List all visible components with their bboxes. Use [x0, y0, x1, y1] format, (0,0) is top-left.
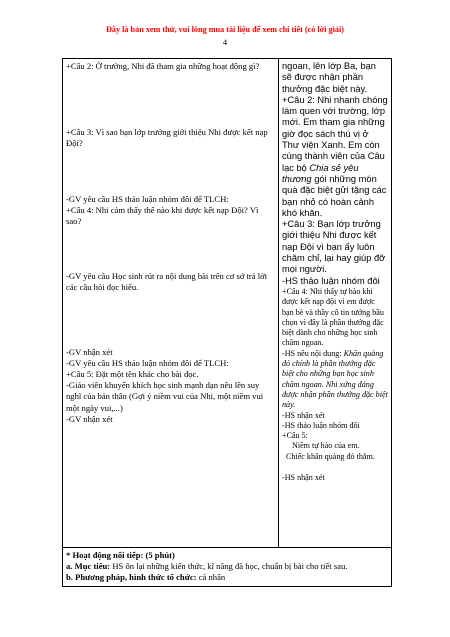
answer-3: +Câu 3: Bạn lớp trưởng giới thiệu Nhi được kết nạp Đội vì bạn ấy luôn chăm chỉ, lại hay giúp đỡ mọi người.	[282, 219, 386, 275]
answer-4: +Câu 4: Nhi thấy tự hào khi được kết nạp đội vì em được bạn bè và thầy cô tin tưởng bầu chọn vì đây là phần thưởng đặc biệt dành cho những học sinh chăm ngoan.	[282, 286, 384, 348]
student-pair-discussion-2: -HS thảo luận nhóm đôi	[282, 420, 360, 430]
follow-up-row	[63, 548, 392, 587]
answer-2: +Câu 2: Nhi nhanh chóng làm quen với trường, lớp mới. Em tham gia những giờ đọc sách thú vị ở Thư viện Xanh. Em còn cùng thành viên của Câu lạc bộ Chia sẻ yêu thương gói những món quà đặc biệt gửi tặng các bạn nhỏ có hoàn cảnh khó khăn.	[282, 94, 388, 218]
student-feedback: -HS nhận xét	[282, 410, 325, 420]
answer-1-continued: ngoan, lên lớp Ba, bạn sẽ được nhận phần thưởng đặc biệt này.	[282, 61, 376, 94]
question-3: +Câu 3: Vì sao bạn lớp trưởng giới thiệu Nhi được kết nạp Đội?	[66, 127, 268, 149]
activity-row	[63, 59, 392, 548]
follow-up-goal: a. Mục tiêu: HS ôn lại những kiến thức, kĩ năng đã học, chuẩn bị bài cho tiết sau.	[66, 561, 348, 572]
student-pair-discussion: -HS thảo luận nhóm đôi	[282, 275, 380, 286]
club-name: Chia sẻ yêu thương	[282, 162, 359, 184]
answer-5-option-2: Chiếc khăn quàng đỏ thắm.	[286, 451, 375, 461]
teacher-feedback-2: -GV nhận xét	[66, 413, 113, 424]
teacher-column	[63, 59, 279, 548]
teacher-instruction-pair-discussion: -GV yêu cầu HS thảo luận nhóm đôi để TLCH:	[66, 193, 229, 204]
answer-5-option-1: Niềm tự hào của em.	[292, 441, 360, 451]
answer-5-label: +Câu 5:	[282, 431, 308, 441]
teacher-feedback: -GV nhận xét	[66, 346, 113, 357]
teacher-instruction-summary: -GV yêu cầu Học sinh rút ra nội dung bài trên cơ sở trả lời các câu hỏi đọc hiểu.	[66, 271, 268, 293]
student-feedback-2: -HS nhận xét	[282, 472, 325, 482]
question-4: +Câu 4: Nhi cảm thấy thế nào khi được kết nạp Đội? Vì sao?	[66, 204, 259, 227]
follow-up-activity	[63, 548, 392, 587]
student-column	[279, 59, 392, 548]
question-5: +Câu 5: Đặt một tên khác cho bài đọc.	[66, 369, 199, 380]
lesson-content: Khăn quàng đỏ chính là phần thưởng đặc biệt cho những bạn học sinh chăm ngoan. Nhi xứng đáng được nhận phần thưởng đặc biệt này.	[282, 348, 388, 410]
student-content: -HS nêu nội dung: Khăn quàng đỏ chính là phần thưởng đặc biệt cho những bạn học sinh chăm ngoan. Nhi xứng đáng được nhận phần thưởng đặc biệt này.	[282, 348, 388, 410]
question-2: +Câu 2: Ở trường, Nhi đã tham gia những hoạt động gì?	[66, 61, 260, 71]
preview-banner: Đây là bản xem thử, vui lòng mua tài liệu để xem chi tiết (có lời giải)	[105, 25, 344, 34]
teacher-instruction-pair-discussion-2: -GV yêu cầu HS thảo luận nhóm đôi để TLCH:	[66, 357, 229, 368]
follow-up-method: b. Phương pháp, hình thức tổ chức: cá nhân	[66, 572, 226, 583]
follow-up-heading: * Hoạt động nối tiếp: (5 phút)	[66, 550, 175, 560]
teacher-encouragement: -Giáo viên khuyến khích học sinh mạnh dạn nêu lên suy nghĩ của bản thân (Gợi ý niềm vui của Nhi, một niềm vui một ngày vui,...)	[66, 380, 264, 413]
page-number: 4	[222, 37, 228, 47]
lesson-table	[62, 58, 392, 587]
